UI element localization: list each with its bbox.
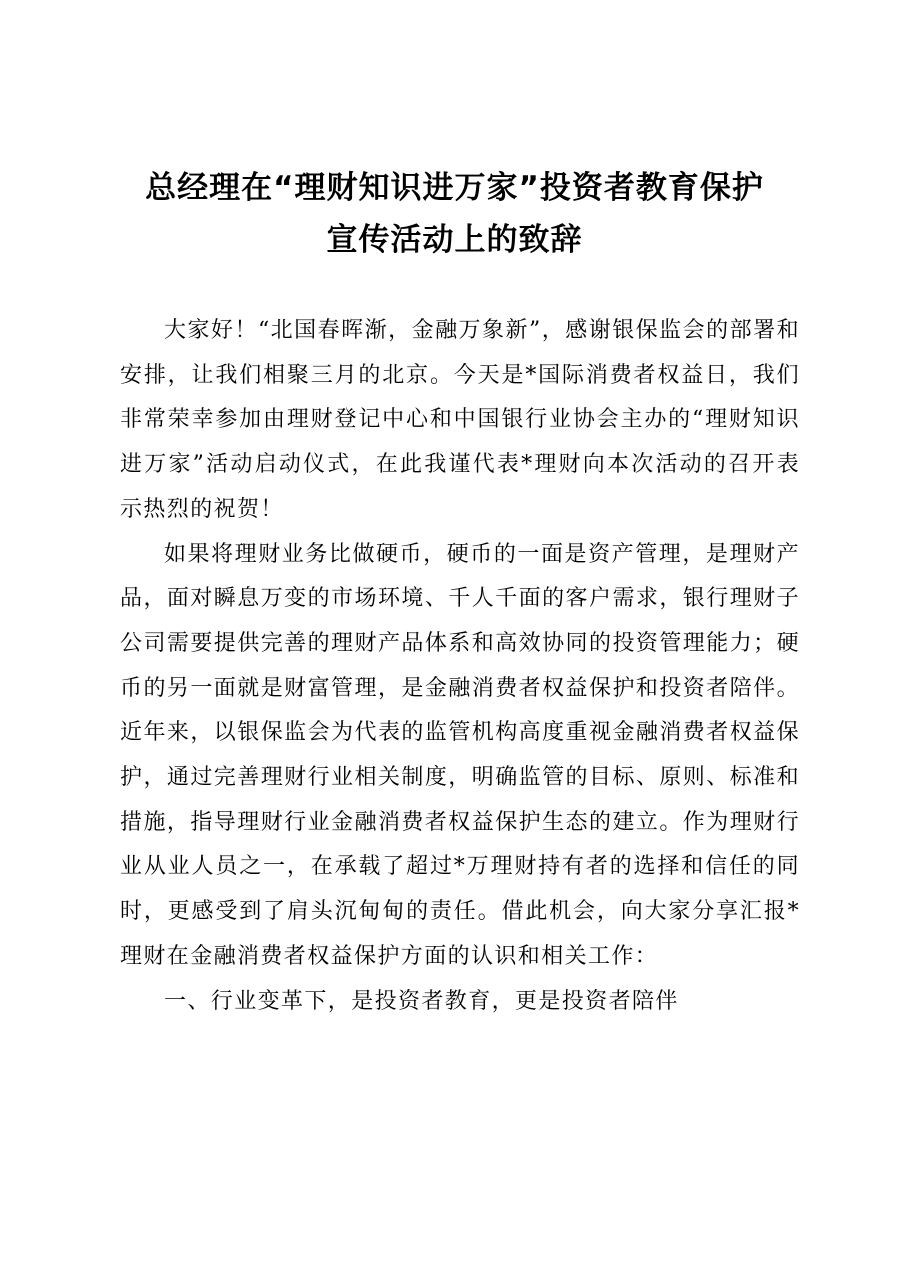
paragraph-greeting: 大家好！“北国春晖渐，金融万象新”，感谢银保监会的部署和安排，让我们相聚三月的北京。今天是*国际消费者权益日，我们非常荣幸参加由理财登记中心和中国银行业协会主办的“理财知识进万家”活动启动仪式，在此我谨代表*理财向本次活动的召开表示热烈的祝贺！ [120, 318, 800, 522]
document-body [120, 309, 800, 1024]
document-title [100, 162, 809, 266]
section-heading-1: 一、行业变革下，是投资者教育，更是投资者陪伴 [164, 988, 679, 1014]
paragraph-coin-metaphor: 如果将理财业务比做硬币，硬币的一面是资产管理，是理财产品，面对瞬息万变的市场环境、千人千面的客户需求，银行理财子公司需要提供完善的理财产品体系和高效协同的投资管理能力；硬币的另一面就是财富管理，是金融消费者权益保护和投资者陪伴。近年来，以银保监会为代表的监管机构高度重视金融消费者权益保护，通过完善理财行业相关制度，明确监管的目标、原则、标准和措施，指导理财行业金融消费者权益保护生态的建立。作为理财行业从业人员之一，在承载了超过*万理财持有者的选择和信任的同时，更感受到了肩头沉甸甸的责任。借此机会，向大家分享汇报*理财在金融消费者权益保护方面的认识和相关工作： [120, 541, 800, 969]
title-line-2: 宣传活动上的致辞 [326, 222, 583, 258]
title-line-1: 总经理在“理财知识进万家”投资者教育保护 [145, 170, 764, 206]
